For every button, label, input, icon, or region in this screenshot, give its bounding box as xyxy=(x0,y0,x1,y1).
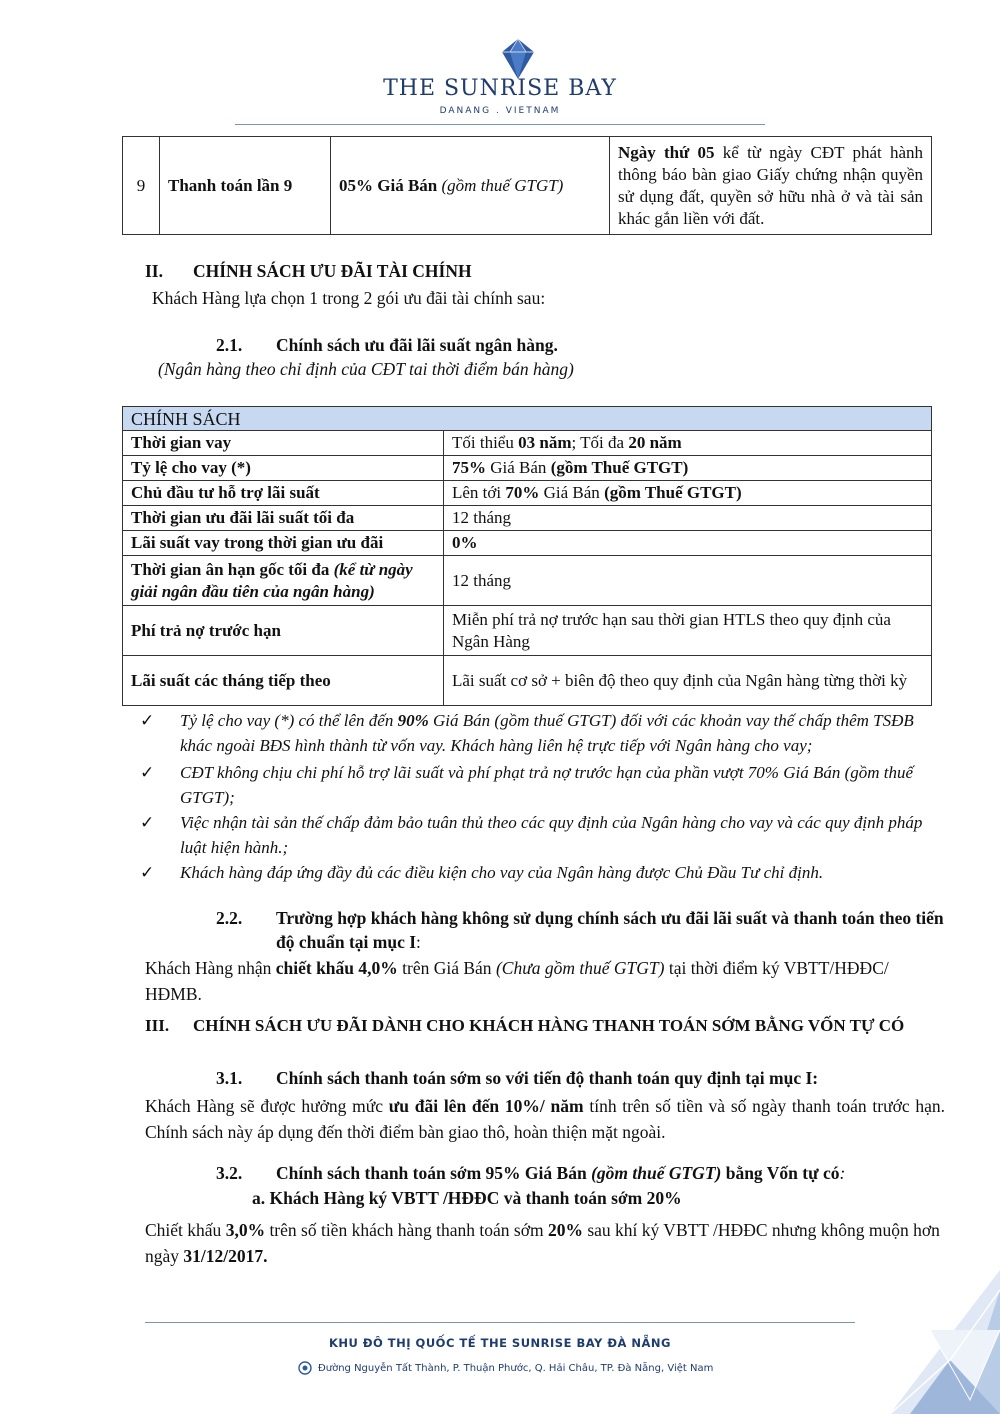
row-label: Chủ đầu tư hỗ trợ lãi suất xyxy=(123,481,444,506)
table-row xyxy=(123,531,932,556)
row-label: Thời gian vay xyxy=(123,431,444,456)
row-value: Lãi suất cơ sở + biên độ theo quy định của Ngân hàng từng thời kỳ xyxy=(444,656,932,706)
row-value: 75% Giá Bán (gồm Thuế GTGT) xyxy=(444,456,932,481)
table-row xyxy=(123,656,932,706)
table-row xyxy=(123,556,932,606)
section-2-intro: Khách Hàng lựa chọn 1 trong 2 gói ưu đãi tài chính sau: xyxy=(152,288,546,308)
list-item: ✓ Tỷ lệ cho vay (*) có thể lên đến 90% Giá Bán (gồm thuế GTGT) đối với các khoản vay thế chấp thêm TSĐB khác ngoài BĐS hình thành từ vốn vay. Khách hàng liên hệ trực tiếp với Ngân hàng cho vay; xyxy=(140,708,940,758)
installment-amount: 05% Giá Bán (gồm thuế GTGT) xyxy=(331,137,610,235)
location-pin-icon xyxy=(298,1361,312,1375)
list-item: ✓ Khách hàng đáp ứng đầy đủ các điều kiện cho vay của Ngân hàng được Chủ Đầu Tư chỉ định. xyxy=(140,860,940,885)
subsection-3-2-item-a: a. Khách Hàng ký VBTT /HĐĐC và thanh toán sớm 20% xyxy=(252,1188,682,1208)
row-value: 12 tháng xyxy=(444,506,932,531)
table-row xyxy=(123,431,932,456)
subsection-2-1-note: (Ngân hàng theo chỉ định của CĐT tai thời điểm bán hàng) xyxy=(158,359,574,379)
subsection-2-1-heading: 2.1. Chính sách ưu đãi lãi suất ngân hàng. xyxy=(216,335,558,355)
check-icon: ✓ xyxy=(140,763,155,782)
installment-name: Thanh toán lần 9 xyxy=(160,137,331,235)
row-value: 0% xyxy=(444,531,932,556)
table-row xyxy=(123,137,932,235)
row-label: Thời gian ưu đãi lãi suất tối đa xyxy=(123,506,444,531)
decorative-triangles-icon xyxy=(800,1270,1000,1414)
section-2-heading: II. CHÍNH SÁCH ƯU ĐÃI TÀI CHÍNH xyxy=(145,261,472,281)
row-label: Phí trả nợ trước hạn xyxy=(123,606,444,656)
check-icon: ✓ xyxy=(140,813,155,832)
section-3-heading: III. CHÍNH SÁCH ƯU ĐÃI DÀNH CHO KHÁCH HÀNG THANH TOÁN SỚM BẰNG VỐN TỰ CÓ xyxy=(145,1016,905,1035)
subsection-2-2-heading: 2.2. Trường hợp khách hàng không sử dụng chính sách ưu đãi lãi suất và thanh toán theo tiến độ chuẩn tại mục I: xyxy=(216,908,944,952)
footer-address: Đường Nguyễn Tất Thành, P. Thuận Phước, Q. Hải Châu, TP. Đà Nẵng, Việt Nam xyxy=(318,1363,714,1374)
table-header: CHÍNH SÁCH xyxy=(123,407,932,431)
row-label: Thời gian ân hạn gốc tối đa (kể từ ngày giải ngân đầu tiên của ngân hàng) xyxy=(123,556,444,606)
check-icon: ✓ xyxy=(140,711,155,730)
brand-name: THE SUNRISE BAY xyxy=(383,76,617,101)
footer-divider xyxy=(145,1322,855,1323)
diamond-logo-icon xyxy=(500,38,536,80)
list-item: ✓ CĐT không chịu chi phí hỗ trợ lãi suất và phí phạt trả nợ trước hạn của phần vượt 70% Giá Bán (gồm thuế GTGT); xyxy=(140,760,940,810)
subsection-3-2-heading: 3.2. Chính sách thanh toán sớm 95% Giá Bán (gồm thuế GTGT) bằng Vốn tự có: xyxy=(216,1163,846,1183)
table-header-row xyxy=(123,407,932,431)
list-item: ✓ Việc nhận tài sản thế chấp đảm bảo tuân thủ theo các quy định của Ngân hàng cho vay và các quy định pháp luật hiện hành.; xyxy=(140,810,940,860)
installment-condition: Ngày thứ 05 kể từ ngày CĐT phát hành thông báo bàn giao Giấy chứng nhận quyền sử dụng đất, quyền sở hữu nhà ở và tài sản khác gắn liền với đất. xyxy=(610,137,932,235)
subsection-2-2-text: Khách Hàng nhận chiết khấu 4,0% trên Giá Bán (Chưa gồm thuế GTGT) tại thời điểm ký VBTT/HĐĐC/ HĐMB. xyxy=(145,958,889,1004)
footer-title: KHU ĐÔ THỊ QUỐC TẾ THE SUNRISE BAY ĐÀ NẴNG xyxy=(329,1336,671,1350)
table-row xyxy=(123,456,932,481)
row-value: 12 tháng xyxy=(444,556,932,606)
table-row xyxy=(123,481,932,506)
subsection-3-1-heading: 3.1. Chính sách thanh toán sớm so với tiến độ thanh toán quy định tại mục I: xyxy=(216,1068,819,1088)
loan-policy-table xyxy=(122,406,932,706)
row-label: Lãi suất các tháng tiếp theo xyxy=(123,656,444,706)
row-value: Lên tới 70% Giá Bán (gồm Thuế GTGT) xyxy=(444,481,932,506)
payment-table xyxy=(122,136,932,235)
row-label: Lãi suất vay trong thời gian ưu đãi xyxy=(123,531,444,556)
row-label: Tỷ lệ cho vay (*) xyxy=(123,456,444,481)
row-value: Miễn phí trả nợ trước hạn sau thời gian HTLS theo quy định của Ngân Hàng xyxy=(444,606,932,656)
row-number: 9 xyxy=(123,137,160,235)
subsection-3-2-text: Chiết khấu 3,0% trên số tiền khách hàng thanh toán sớm 20% sau khí ký VBTT /HĐĐC nhưng không muộn hơn ngày 31/12/2017. xyxy=(145,1220,940,1266)
header-divider xyxy=(235,124,765,125)
table-row xyxy=(123,606,932,656)
row-value: Tối thiểu 03 năm; Tối đa 20 năm xyxy=(444,431,932,456)
subsection-3-1-text: Khách Hàng sẽ được hưởng mức ưu đãi lên đến 10%/ năm tính trên số tiền và số ngày thanh toán trước hạn. Chính sách này áp dụng đến thời điểm bàn giao thô, hoàn thiện mặt ngoài. xyxy=(145,1096,945,1142)
table-row xyxy=(123,506,932,531)
check-icon: ✓ xyxy=(140,863,155,882)
brand-subtitle: DANANG . VIETNAM xyxy=(439,106,561,116)
